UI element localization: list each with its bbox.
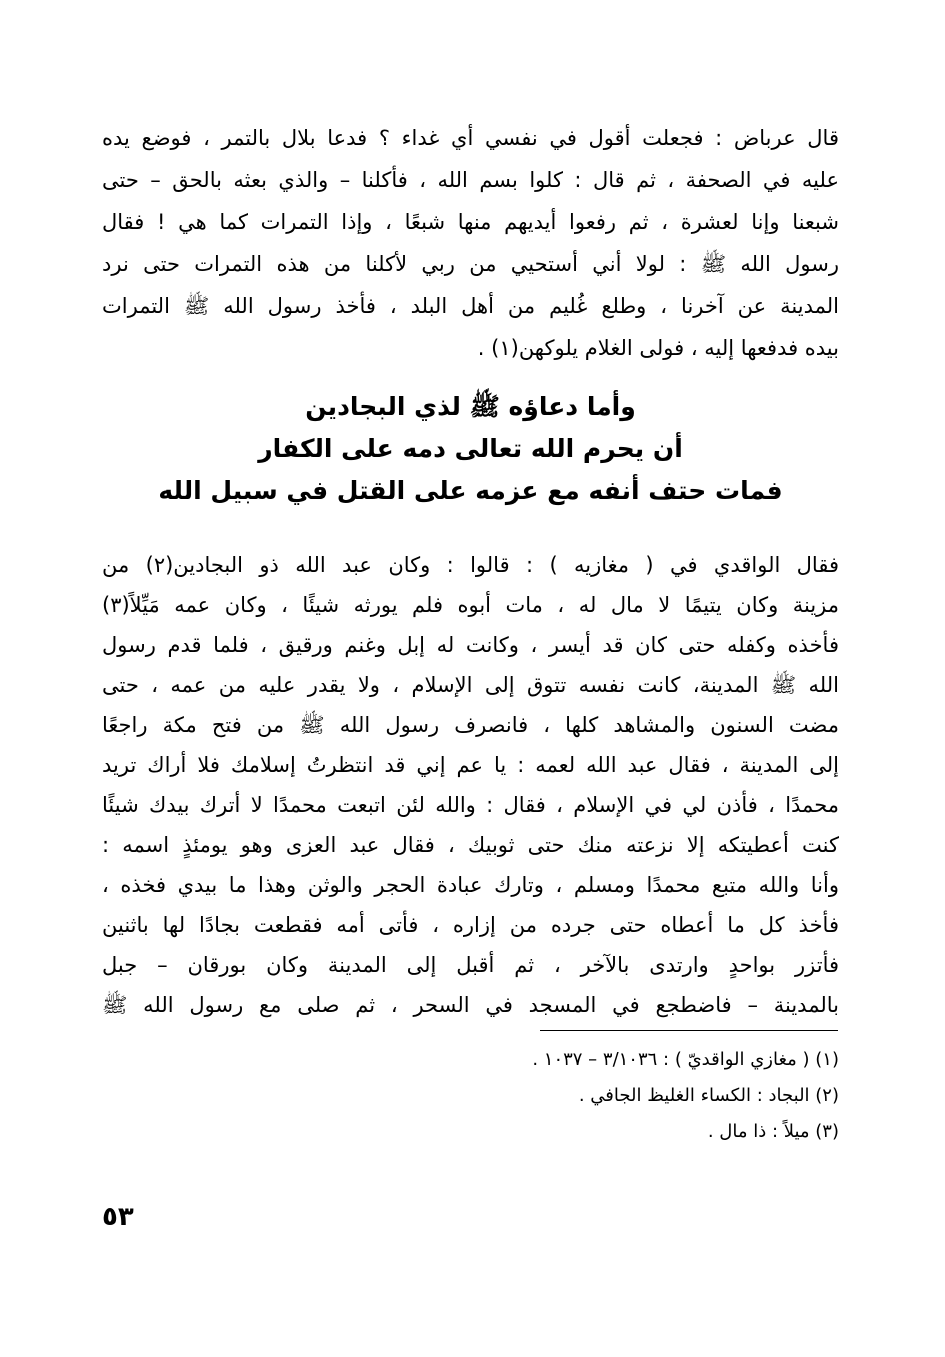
text-line: فأخذ كل ما أعطاه حتى جرده من إزاره ، فأتى أمه فقطعت بجادًا لها باثنين <box>102 913 839 937</box>
text-line: إلى المدينة ، فقال عبد الله لعمه : يا عم إني قد انتظرتُ إسلامك فلا أراك تريد <box>102 753 839 777</box>
paragraph-2 <box>102 545 839 1025</box>
text-line: شبعنا وإنا لعشرة ، ثم رفعوا أيديهم منها شبعًا ، وإذا التمرات كما هي ! فقال <box>102 210 839 234</box>
section-heading <box>102 386 839 512</box>
footnote-separator <box>540 1030 838 1031</box>
heading-line: أن يحرم الله تعالى دمه على الكفار <box>258 434 683 463</box>
footnote-2: (٢) البجاد : الكساء الغليظ الجافي . <box>578 1085 839 1106</box>
text-line: فأخذه وكفله حتى كان قد أيسر ، وكانت له إبل وغنم ورقيق ، فلما قدم رسول <box>102 633 839 657</box>
text-line: محمدًا ، فأذن لي في الإسلام ، فقال : والله لئن اتبعت محمدًا لا أترك بيدك شيئًا <box>102 793 839 817</box>
footnote-3: (٣) ميلاً : ذا مال . <box>707 1121 839 1142</box>
text-line: مضت السنون والمشاهد كلها ، فانصرف رسول الله ﷺ من فتح مكة راجعًا <box>102 713 839 737</box>
page-number: ٥٣ <box>102 1202 134 1232</box>
text-line: رسول الله ﷺ : لولا أني أستحيي من ربي لأكلنا من هذه التمرات حتى نرد <box>102 252 839 276</box>
text-line: فقال الواقدي في ( مغازيه ) : قالوا : وكان عبد الله ذو البجادين(٢) من <box>102 553 839 577</box>
text-line: قال عرباض : فجعلت أقول في نفسي أي غداء ؟ فدعا بلال بالتمر ، فوضع يده <box>102 126 839 150</box>
text-line: الله ﷺ المدينة، كانت نفسه تتوق إلى الإسلام ، ولا يقدر عليه من عمه ، حتى <box>102 673 839 697</box>
text-line: كنت أعطيتكه إلا نزعته منك حتى ثوبيك ، فقال عبد العزى وهو يومئذٍ اسمه : <box>102 833 839 857</box>
heading-line: وأما دعاؤه ﷺ لذي البجادين <box>305 392 636 421</box>
text-line: فأتزر بواحدٍ وارتدى بالآخر ، ثم أقبل إلى المدينة وكان بورقان – جبل <box>102 953 839 977</box>
text-line: عليه في الصحفة ، ثم قال : كلوا بسم الله ، فأكلنا – والذي بعثه بالحق – حتى <box>102 168 839 192</box>
text-line: المدينة عن آخرنا ، وطلع غُليم من أهل البلد ، فأخذ رسول الله ﷺ التمرات <box>102 294 839 318</box>
text-line: بالمدينة – فاضطجع في المسجد في السحر ، ثم صلى مع رسول الله ﷺ <box>102 993 839 1017</box>
text-line: وأنا والله متبع محمدًا ومسلم ، وتارك عبادة الحجر والوثن وهذا ما بيدي فخذه ، <box>102 873 839 897</box>
paragraph-1 <box>102 117 839 369</box>
text-line: مزينة وكان يتيمًا لا مال له ، مات أبوه فلم يورثه شيئًا ، وكان عمه مَيِّلاً(٣) <box>102 593 839 617</box>
footnote-1: (١) ( مغازي الواقديّ ) : ٣/١٠٣٦ – ١٠٣٧ . <box>532 1049 839 1070</box>
footnotes <box>102 1042 839 1150</box>
text-line: بيده فدفعها إليه ، فولى الغلام يلوكهن(١) . <box>477 336 839 360</box>
heading-line: فمات حتف أنفه مع عزمه على القتل في سبيل الله <box>158 476 783 505</box>
